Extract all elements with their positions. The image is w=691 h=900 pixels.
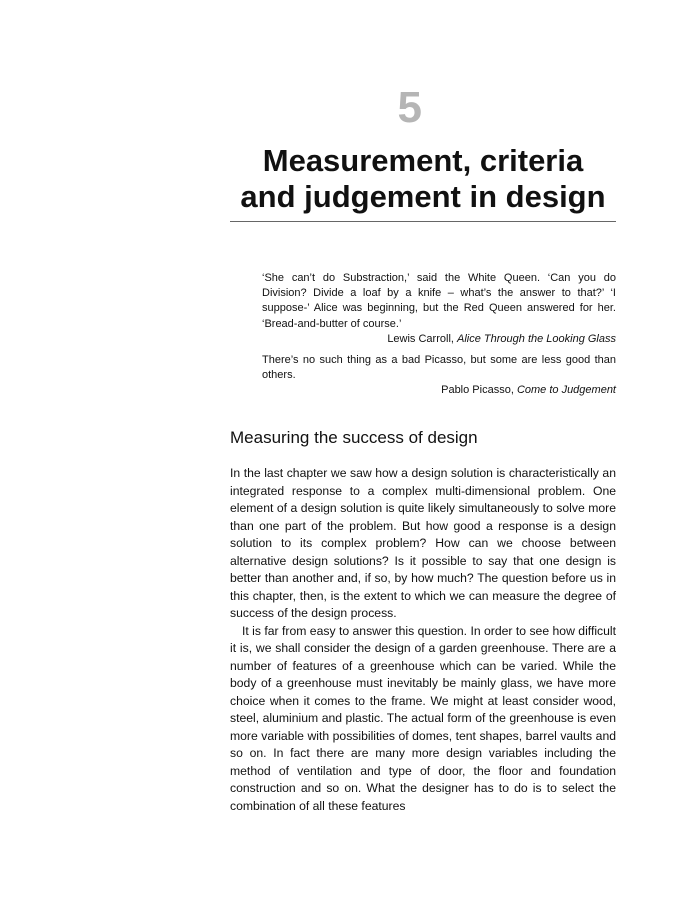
epigraph-author: Lewis Carroll, — [387, 332, 454, 345]
body-paragraph: It is far from easy to answer this question. In order to see how difficult it is, we shall consider the design of a garden greenhouse. There are a number of features of a greenhouse which can be varied. While the body of a greenhouse must inevitably be mainly glass, we have more choice when it comes to the frame. We might at least consider wood, steel, aluminium and plastic. The actual form of the greenhouse is even more variable with possibilities of domes, tent shapes, barrel vaults and so on. In fact there are many more design variables including the method of ventilation and type of door, the floor and foundation construction and so on. What the designer has to do is to select the combination of all these features — [230, 623, 616, 813]
epigraph-attribution — [262, 383, 616, 398]
epigraph-attribution — [262, 332, 616, 347]
body-text — [230, 465, 616, 815]
body-paragraph: In the last chapter we saw how a design solution is characteristically an integrated response to a complex multi-dimensional problem. One element of a design solution is quite likely simultaneously to solve more than one part of the problem. But how good a response is a design solution to its complex problem? How can we choose between alternative design solutions? Is it possible to say that one design is better than another and, if so, by how much? The question before us in this chapter, then, is the extent to which we can measure the degree of success of the design process. — [230, 466, 616, 620]
epigraphs — [262, 271, 616, 399]
epigraph-picasso — [262, 353, 616, 399]
chapter-title — [230, 143, 616, 215]
title-divider — [230, 221, 616, 222]
epigraph-author: Pablo Picasso, — [441, 384, 514, 397]
epigraph-quote: There’s no such thing as a bad Picasso, but some are less good than others. — [262, 354, 616, 382]
epigraph-carroll — [262, 271, 616, 347]
section-heading: Measuring the success of design — [230, 428, 478, 447]
chapter-title-line-2: and judgement in design — [240, 179, 606, 214]
chapter-number-text: 5 — [397, 83, 422, 132]
epigraph-work: Alice Through the Looking Glass — [457, 332, 616, 345]
chapter-number — [230, 84, 616, 132]
epigraph-work: Come to Judgement — [516, 384, 616, 397]
epigraph-quote: ‘She can’t do Substraction,’ said the White Queen. ‘Can you do Division? Divide a loaf by a knife – what’s the answer to that?’ ‘I suppose-’ Alice was beginning, but the Red Queen answered for her. ‘Bread-and-butter of course.’ — [262, 272, 616, 330]
chapter-title-line-1: Measurement, criteria — [262, 143, 584, 178]
